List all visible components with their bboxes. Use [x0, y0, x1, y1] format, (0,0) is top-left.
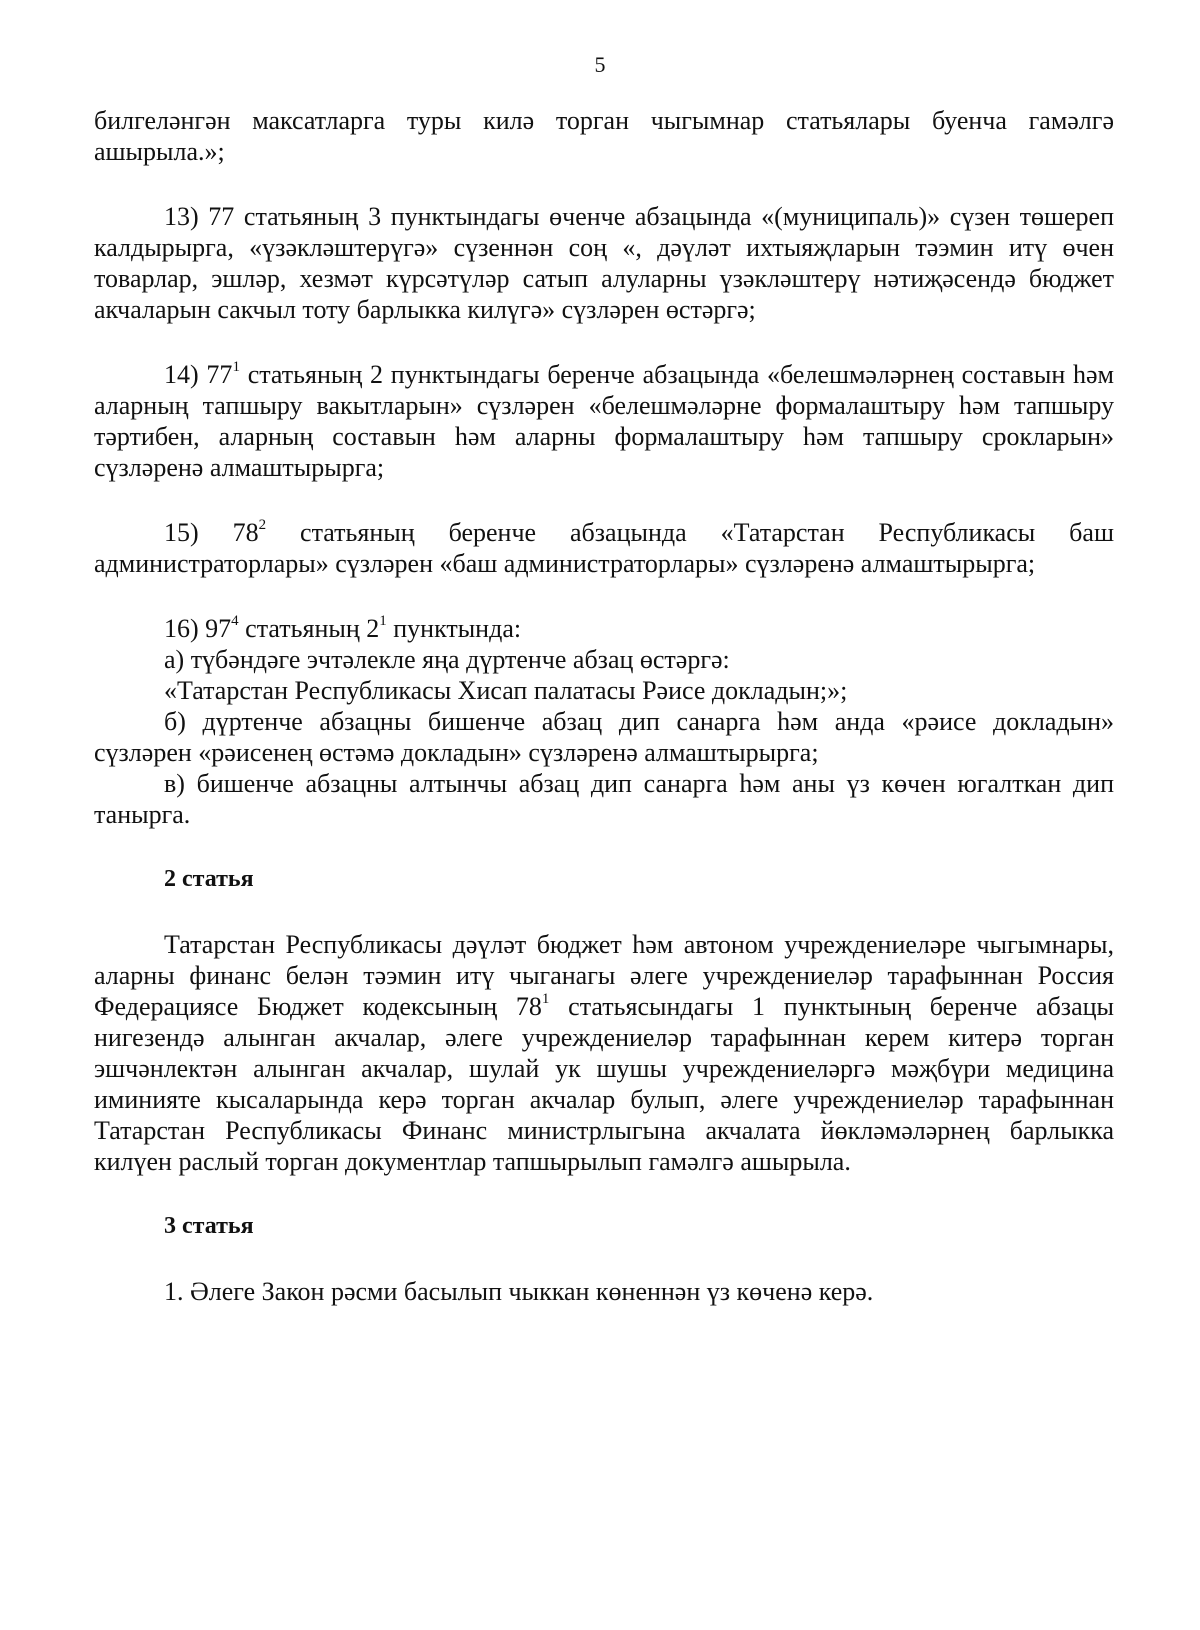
document-body — [94, 105, 1114, 1307]
item-16-superscript-1: 4 — [231, 613, 239, 630]
page-number: 5 — [594, 52, 606, 77]
article-2-text-before: Татарстан Республикасы дәүләт бюджет һәм автоном учреждениеләре чыгымнары, аларны финанс белән тәэмин итү чыганагы әлеге учреждениеләр тарафыннан Россия Федерациясе Бюджет кодексының 78 — [94, 930, 1114, 1021]
item-14-superscript: 1 — [232, 359, 240, 376]
item-15-prefix: 15) 78 — [164, 518, 259, 547]
item-14-text: статьяның 2 пунктындагы беренче абзацында «белешмәләрнең составын һәм аларның тапшыру вакытларын» сүзләрен «белешмәләрне формалаштыру һәм тапшыру тәртибен, аларның составын һәм аларны формалаштыру һәм тапшыру срокларын» сүзләренә алмаштырырга; — [94, 360, 1114, 482]
article-2-text — [94, 929, 1114, 1177]
article-3-text: 1. Әлеге Закон рәсми басылып чыккан көненнән үз көченә керә. — [164, 1277, 874, 1306]
item-16-a: а) түбәндәге эчтәлекле яңа дүртенче абзац өстәргә: — [164, 645, 730, 674]
item-16-prefix: 16) 97 — [164, 614, 232, 643]
item-16 — [94, 613, 1114, 644]
item-14 — [94, 359, 1114, 483]
item-16-mid: статьяның 2 — [238, 614, 380, 643]
item-14-prefix: 14) 77 — [164, 360, 233, 389]
item-16-v: в) бишенче абзацны алтынчы абзац дип санарга һәм аны үз көчен югалткан дип танырга. — [94, 769, 1114, 829]
item-15-superscript: 2 — [258, 517, 267, 534]
item-16-a-quote: «Татарстан Республикасы Хисап палатасы Рәисе докладын;»; — [164, 676, 848, 705]
item-16-rest: пунктында: — [386, 614, 522, 643]
paragraph-continuation: билгеләнгән максатларга туры килә торган чыгымнар статьялары буенча гамәлгә ашырыла.»; — [94, 106, 1114, 166]
article-3-heading: 3 статья — [164, 1213, 254, 1239]
article-2-text-after: статьясындагы 1 пунктының беренче абзацы нигезендә алынган акчалар, әлеге учреждениеләр тарафыннан керем китерә торган эшчәнлектән алынган акчалар, шулай ук шушы учреждениеләргә мәҗбүри медицина иминияте кысаларында керә торган акчалар булып, әлеге учреждениеләр тарафыннан Татарстан Республикасы Финанс министрлыгына акчалата йөкләмәләрнең барлыкка килүен раслый торган документлар тапшырылып гамәлгә ашырыла. — [94, 992, 1115, 1176]
item-16-b: б) дүртенче абзацны бишенче абзац дип санарга һәм анда «рәисе докладын» сүзләрен «рәисенең өстәмә докладын» сүзләренә алмаштырырга; — [94, 707, 1114, 767]
item-15-text: статьяның беренче абзацында «Татарстан Республикасы баш администраторлары» сүзләрен «баш администраторлары» сүзләренә алмаштырырга; — [94, 518, 1114, 578]
item-16-superscript-2: 1 — [379, 613, 387, 630]
item-15 — [94, 517, 1114, 579]
item-13: 13) 77 статьяның 3 пунктындагы өченче абзацында «(муниципаль)» сүзен төшереп калдырырга, «үзәкләштерүгә» сүзеннән соң «, дәүләт ихтыяҗларын тәэмин итү өчен товарлар, эшләр, хезмәт күрсәтүләр сатып алуларны үзәкләштерү нәтиҗәсендә бюджет акчаларын сакчыл тоту барлыкка килүгә» сүзләрен өстәргә; — [94, 202, 1114, 324]
article-2-heading: 2 статья — [164, 866, 254, 892]
article-2-superscript: 1 — [541, 991, 550, 1008]
